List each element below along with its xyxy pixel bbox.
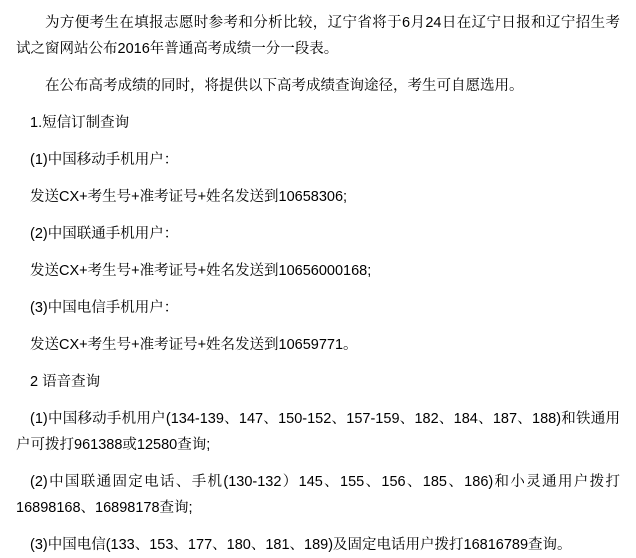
- query-channels-intro-paragraph: 在公布高考成绩的同时，将提供以下高考成绩查询途径，考生可自愿选用。: [45, 78, 524, 94]
- item-1-3-detail: 发送CX+考生号+准考证号+姓名发送到10659771。: [30, 337, 358, 353]
- item-2-1: (1)中国移动手机用户(134-139、147、150-152、157-159、182、184、187、188)和铁通用户可拨打961388或12580查询;: [16, 411, 620, 453]
- item-1-2-detail: 发送CX+考生号+准考证号+姓名发送到10656000168;: [30, 263, 372, 279]
- item-1-3-label: (3)中国电信手机用户：: [30, 300, 179, 316]
- item-1-1-label: (1)中国移动手机用户：: [30, 152, 179, 168]
- section-2-heading: 2 语音查询: [30, 374, 101, 390]
- item-1-1-detail: 发送CX+考生号+准考证号+姓名发送到10658306;: [30, 189, 348, 205]
- intro-paragraph: 为方便考生在填报志愿时参考和分析比较，辽宁省将于6月24日在辽宁日报和辽宁招生考试之窗网站公布2016年普通高考成绩一分一段表。: [16, 15, 620, 57]
- section-1-heading: 1.短信订制查询: [30, 115, 130, 131]
- item-2-2: (2)中国联通固定电话、手机(130-132）145、155、156、185、186)和小灵通用户拨打16898168、16898178查询;: [16, 474, 620, 516]
- item-1-2-label: (2)中国联通手机用户：: [30, 226, 179, 242]
- item-2-3: (3)中国电信(133、153、177、180、181、189)及固定电话用户拨打16816789查询。: [30, 537, 572, 553]
